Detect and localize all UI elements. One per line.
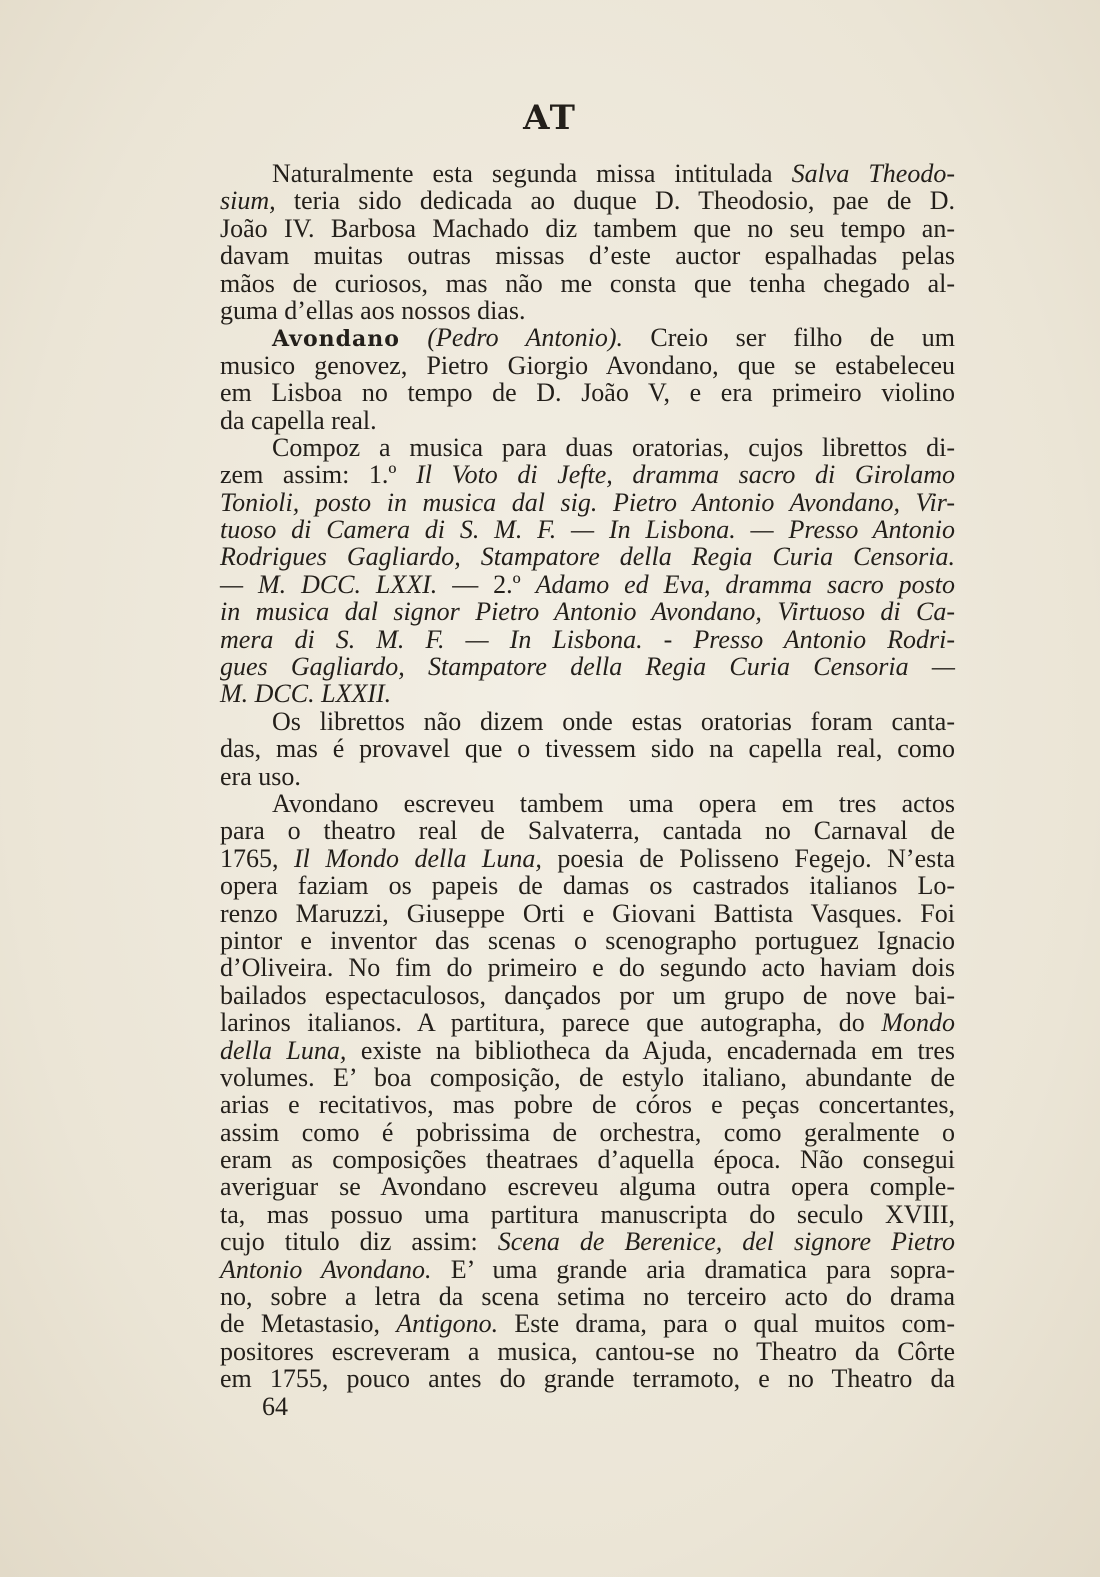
text-run: bailados espectaculosos, dançados por um grupo de nove bai-	[220, 980, 955, 1010]
text-run: mãos de curiosos, mas não me consta que tenha chegado al-	[220, 268, 955, 298]
italic-text: gues Gagliardo, Stampatore della Regia Curia Censoria —	[220, 652, 955, 682]
text-line	[220, 626, 955, 653]
text-line	[220, 598, 955, 625]
text-line	[220, 324, 955, 351]
text-line	[220, 1146, 955, 1173]
text-run: teria sido dedicada ao duque D. Theodosio, pae de D.	[275, 186, 955, 216]
text-run: de Metastasio,	[220, 1309, 397, 1339]
text-line	[220, 270, 955, 297]
text-line	[220, 434, 955, 461]
italic-text: Adamo ed Eva, dramma sacro posto	[535, 569, 956, 599]
text-line	[220, 708, 955, 735]
italic-text: M. DCC. LXXII.	[220, 679, 392, 709]
italic-text: Il Mondo della Luna,	[293, 843, 542, 873]
text-run: em Lisboa no tempo de D. João V, e era primeiro violino	[220, 378, 955, 408]
text-run: averiguar se Avondano escreveu alguma outra opera comple-	[220, 1172, 955, 1202]
text-line	[220, 900, 955, 927]
text-line	[220, 461, 955, 488]
text-line	[220, 1064, 955, 1091]
text-line	[220, 215, 955, 242]
text-run	[400, 323, 427, 352]
text-line	[220, 982, 955, 1009]
text-line	[220, 187, 955, 214]
italic-text: Rodrigues Gagliardo, Stampatore della Regia Curia Censoria.	[220, 542, 955, 572]
text-run: Os librettos não dizem onde estas oratorias foram canta-	[272, 706, 955, 736]
text-run: ta, mas possuo uma partitura manuscripta do seculo XVIII,	[220, 1199, 955, 1229]
italic-text: Antigono.	[396, 1309, 499, 1339]
body-text	[220, 160, 955, 1393]
text-run: E’ uma grande aria dramatica para sopra-	[431, 1254, 955, 1284]
text-line	[220, 1037, 955, 1064]
italic-text: in musica dal signor Pietro Antonio Avondano, Virtuoso di Ca-	[220, 597, 955, 627]
text-line	[220, 653, 955, 680]
italic-text: Il Voto di Jefte, dramma sacro di Girolamo	[416, 460, 955, 490]
text-line	[220, 352, 955, 379]
entry-headword: Avondano	[272, 326, 400, 353]
italic-text: della Luna,	[220, 1035, 347, 1065]
text-line	[220, 1173, 955, 1200]
text-run: positores escreveram a musica, cantou-se no Theatro da Côrte	[220, 1336, 955, 1366]
text-line	[220, 379, 955, 406]
text-run: renzo Maruzzi, Giuseppe Orti e Giovani Battista Vasques. Foi	[220, 898, 955, 928]
text-run: volumes. E’ boa composição, de estylo italiano, abundante de	[220, 1062, 955, 1092]
italic-text: mera di S. M. F. — In Lisbona. - Presso Antonio Rodri-	[220, 624, 955, 654]
text-run: Naturalmente esta segunda missa intitulada	[272, 159, 792, 188]
text-run: Compoz a musica para duas oratorias, cujos librettos di-	[272, 432, 955, 462]
text-line	[220, 1119, 955, 1146]
text-run: em 1755, pouco antes do grande terramoto, e no Theatro da	[220, 1364, 955, 1394]
text-line	[220, 1201, 955, 1228]
text-run: era uso.	[220, 761, 301, 791]
text-line	[220, 1365, 955, 1392]
text-line	[220, 516, 955, 543]
italic-text: — M. DCC. LXXI.	[220, 569, 438, 599]
text-line	[220, 872, 955, 899]
text-run: João IV. Barbosa Machado diz tambem que no seu tempo an-	[220, 213, 955, 243]
text-run: guma d’ellas aos nossos dias.	[220, 295, 526, 325]
text-run: poesia de Polisseno Fegejo. N’esta	[541, 843, 956, 873]
text-line	[220, 763, 955, 790]
text-line	[220, 1310, 955, 1337]
text-line	[220, 1228, 955, 1255]
text-line	[220, 845, 955, 872]
italic-text: Antonio Avondano.	[220, 1254, 432, 1284]
text-run: pintor e inventor das scenas o scenographo portuguez Ignacio	[220, 925, 955, 955]
text-run: musico genovez, Pietro Giorgio Avondano, que se estabeleceu	[220, 350, 955, 380]
text-line	[220, 735, 955, 762]
text-line	[220, 407, 955, 434]
text-run: existe na bibliotheca da Ajuda, encadernada em tres	[346, 1035, 955, 1065]
text-run: da capella real.	[220, 405, 377, 435]
text-run: das, mas é provavel que o tivessem sido na capella real, como	[220, 734, 955, 764]
text-line	[220, 160, 955, 187]
italic-text: Scena de Berenice, del signore Pietro	[497, 1227, 955, 1257]
text-run: no, sobre a letra da scena setima no terceiro acto do drama	[220, 1282, 955, 1312]
text-run: zem assim: 1.º	[220, 460, 417, 490]
text-line	[220, 1338, 955, 1365]
text-run: Creio ser filho de um	[623, 323, 955, 353]
text-run: — 2.º	[437, 569, 536, 599]
text-line	[220, 790, 955, 817]
italic-text: Tonioli, posto in musica dal sig. Pietro Antonio Avondano, Vir-	[220, 487, 955, 517]
text-line	[220, 927, 955, 954]
text-line	[220, 954, 955, 981]
italic-text: sium,	[220, 186, 276, 216]
text-run: cujo titulo diz assim:	[220, 1227, 498, 1257]
text-run: 1765,	[220, 843, 294, 873]
italic-text: (Pedro Antonio).	[427, 323, 624, 353]
text-line	[220, 817, 955, 844]
running-header: AT	[523, 98, 577, 138]
text-run: d’Oliveira. No fim do primeiro e do segundo acto haviam dois	[220, 953, 955, 983]
page-number: 64	[262, 1392, 288, 1421]
text-line	[220, 543, 955, 570]
text-run: Este drama, para o qual muitos com-	[498, 1309, 955, 1339]
text-run: davam muitas outras missas d’este auctor espalhadas pelas	[220, 241, 955, 271]
text-line	[220, 297, 955, 324]
text-run: Avondano escreveu tambem uma opera em tres actos	[272, 788, 955, 818]
italic-text: Salva Theodo-	[791, 159, 956, 188]
text-run: larinos italianos. A partitura, parece que autographa, do	[220, 1008, 882, 1038]
text-line	[220, 680, 955, 707]
text-line	[220, 1283, 955, 1310]
text-line	[220, 1009, 955, 1036]
text-run: para o theatro real de Salvaterra, cantada no Carnaval de	[220, 816, 955, 846]
text-line	[220, 1256, 955, 1283]
text-run: assim como é pobrissima de orchestra, como geralmente o	[220, 1117, 955, 1147]
text-run: opera faziam os papeis de damas os castrados italianos Lo-	[220, 871, 955, 901]
text-run: arias e recitativos, mas pobre de córos e peças concertantes,	[220, 1090, 955, 1120]
text-run: eram as composições theatraes d’aquella época. Não consegui	[220, 1145, 955, 1175]
italic-text: Mondo	[881, 1008, 955, 1038]
italic-text: tuoso di Camera di S. M. F. — In Lisbona. — Presso Antonio	[220, 515, 955, 545]
text-line	[220, 1091, 955, 1118]
text-line	[220, 489, 955, 516]
text-line	[220, 571, 955, 598]
text-line	[220, 242, 955, 269]
